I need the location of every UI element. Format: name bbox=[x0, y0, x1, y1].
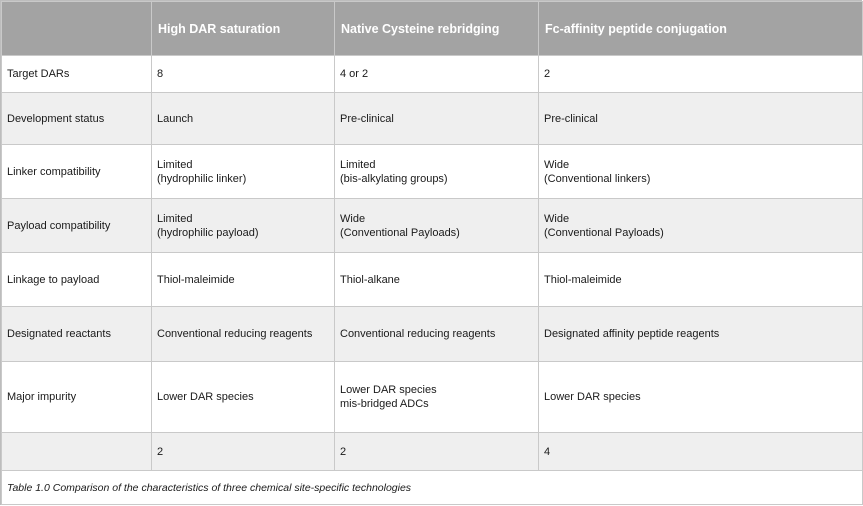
row-label bbox=[2, 433, 152, 471]
row-label: Target DARs bbox=[2, 56, 152, 93]
row-label: Designated reactants bbox=[2, 307, 152, 362]
table-row-major-impurity bbox=[2, 362, 863, 433]
table-cell: Thiol-maleimide bbox=[539, 253, 863, 307]
table-cell: 2 bbox=[539, 56, 863, 93]
table-cell: Launch bbox=[152, 93, 335, 145]
table-cell: Conventional reducing reagents bbox=[152, 307, 335, 362]
table-cell: Thiol-alkane bbox=[335, 253, 539, 307]
table-cell: 8 bbox=[152, 56, 335, 93]
table-cell: Wide (Conventional Payloads) bbox=[335, 199, 539, 253]
table-row-unlabeled bbox=[2, 433, 863, 471]
header-high-dar-saturation: High DAR saturation bbox=[152, 2, 335, 56]
table-cell: Lower DAR species mis-bridged ADCs bbox=[335, 362, 539, 433]
table-cell: Wide (Conventional Payloads) bbox=[539, 199, 863, 253]
table-cell: Lower DAR species bbox=[539, 362, 863, 433]
table-cell: Lower DAR species bbox=[152, 362, 335, 433]
table-row-payload-compatibility bbox=[2, 199, 863, 253]
table-cell: Conventional reducing reagents bbox=[335, 307, 539, 362]
table-cell: Limited (hydrophilic payload) bbox=[152, 199, 335, 253]
row-label: Linkage to payload bbox=[2, 253, 152, 307]
table-caption-row bbox=[2, 471, 863, 505]
table-row-designated-reactants bbox=[2, 307, 863, 362]
table-header-row bbox=[2, 2, 863, 56]
table-cell: Limited (bis-alkylating groups) bbox=[335, 145, 539, 199]
table-cell: Pre-clinical bbox=[335, 93, 539, 145]
comparison-table bbox=[1, 1, 863, 505]
table-row-development-status bbox=[2, 93, 863, 145]
table-cell: 2 bbox=[152, 433, 335, 471]
table-caption: Table 1.0 Comparison of the characteristics of three chemical site-specific technologies bbox=[2, 471, 863, 505]
table-cell: Wide (Conventional linkers) bbox=[539, 145, 863, 199]
table-cell: Pre-clinical bbox=[539, 93, 863, 145]
table-cell: 4 bbox=[539, 433, 863, 471]
table-cell: Limited (hydrophilic linker) bbox=[152, 145, 335, 199]
row-label: Major impurity bbox=[2, 362, 152, 433]
row-label: Development status bbox=[2, 93, 152, 145]
table-cell: 4 or 2 bbox=[335, 56, 539, 93]
table-cell: Designated affinity peptide reagents bbox=[539, 307, 863, 362]
table-cell: 2 bbox=[335, 433, 539, 471]
table-row-linker-compatibility bbox=[2, 145, 863, 199]
table-cell: Thiol-maleimide bbox=[152, 253, 335, 307]
header-fc-affinity-peptide-conjugation: Fc-affinity peptide conjugation bbox=[539, 2, 863, 56]
table-row-linkage-to-payload bbox=[2, 253, 863, 307]
header-cell-empty bbox=[2, 2, 152, 56]
row-label: Payload compatibility bbox=[2, 199, 152, 253]
header-native-cysteine-rebridging: Native Cysteine rebridging bbox=[335, 2, 539, 56]
row-label: Linker compatibility bbox=[2, 145, 152, 199]
table-row-target-dars bbox=[2, 56, 863, 93]
